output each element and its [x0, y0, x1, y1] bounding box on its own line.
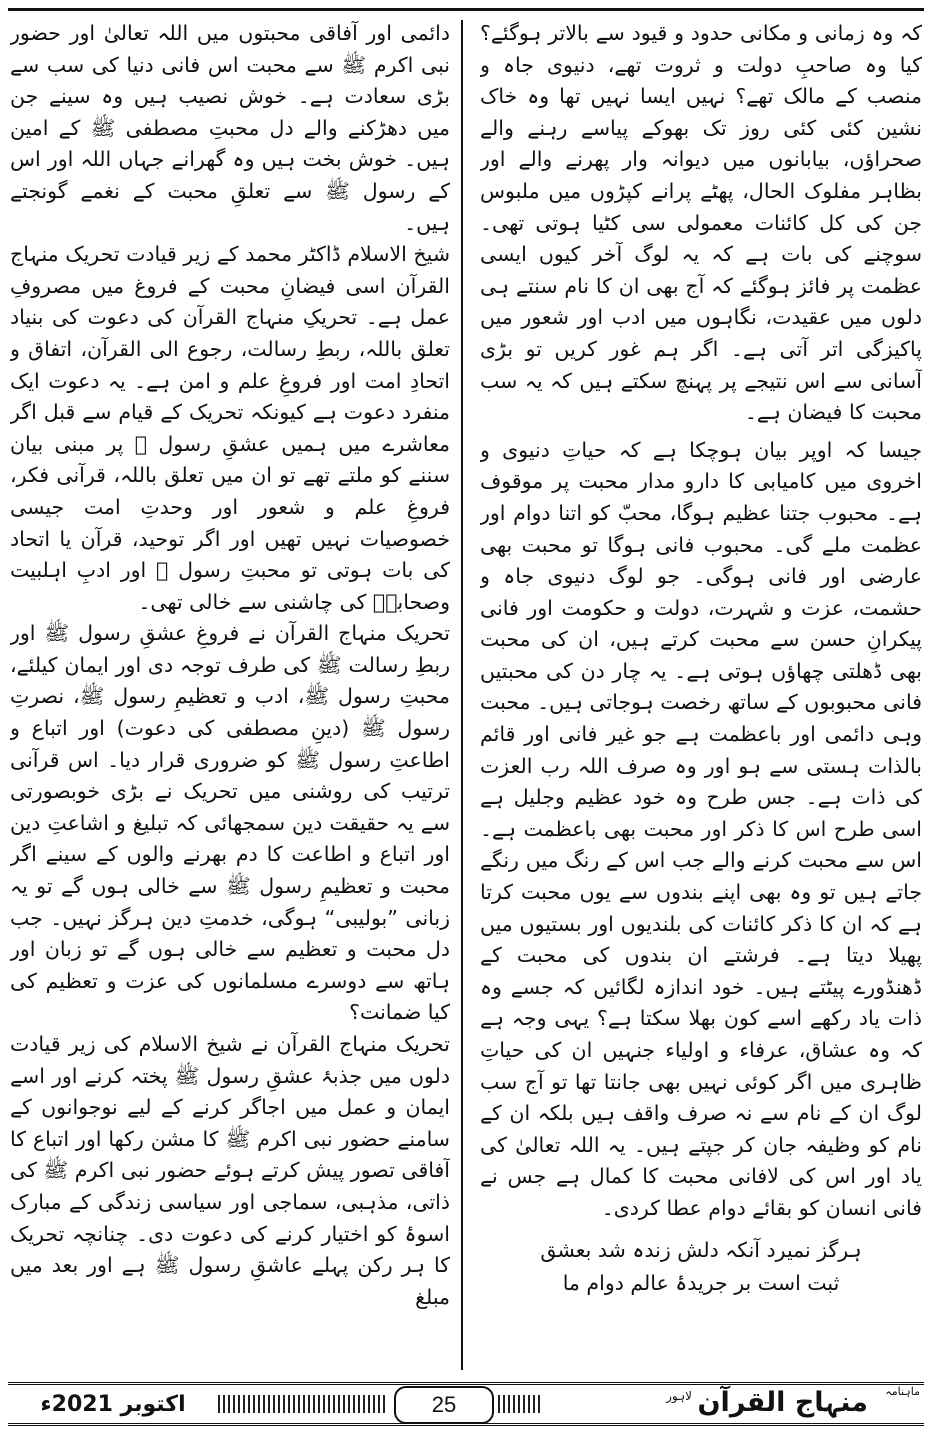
footer-hatch-right: [498, 1395, 542, 1413]
right-column: [480, 18, 922, 1378]
magazine-title: منہاج القرآن: [697, 1387, 868, 1418]
verse-line-2: ثبت است بر جریدۂ عالم دوام ما: [562, 1271, 840, 1296]
magazine-prefix: ماہنامہ: [885, 1385, 920, 1398]
magazine-logo: [548, 1385, 924, 1423]
page-footer: [8, 1382, 924, 1426]
left-paragraph-1: دائمی اور آفاقی محبتوں میں اللہ تعالیٰ اور حضور نبی اکرم ﷺ سے محبت اس فانی دنیا کی سب سے بڑی سعادت ہے۔ خوش نصیب ہیں وہ سینے جن میں دھڑکنے والے دل محبتِ مصطفی ﷺ کے امین ہیں۔ خوش بخت ہیں وہ گھرانے جہاں اللہ اور اس کے رسول ﷺ سے تعلقِ محبت کے نغمے گونجتے ہیں۔: [10, 21, 450, 235]
magazine-city: لاہور: [666, 1389, 692, 1403]
right-paragraph-2: جیسا کہ اوپر بیان ہوچکا ہے کہ حیاتِ دنیوی و اخروی میں کامیابی کا دارو مدار محبت پر موقوف ہے۔ محبوب جتنا عظیم ہوگا، محبّ کو اتنا دوام اور عظمت ملے گی۔ محبوب فانی ہوگا تو محبت بھی عارضی اور فانی ہوگی۔ جو لوگ دنیوی جاہ و حشمت، عزت و شہرت، دولت و حکومت اور فانی پیکرانِ حسن سے محبت کرتے ہیں، ان کی محبت بھی ڈھلتی چھاؤں ہوتی ہے۔ یہ چار دن کی محبتیں فانی محبوبوں کے ساتھ رخصت ہوجاتی ہیں۔ محبت وہی دائمی اور باعظمت ہے جو غیر فانی اور قائم بالذات ہستی سے ہو اور وہ صرف اللہ رب العزت کی ذات ہے۔ جس طرح وہ خود عظیم وجلیل ہے اسی طرح اس کا ذکر اور محبت بھی باعظمت ہے۔ اس سے محبت کرنے والے جب اس کے رنگ میں رنگے جاتے ہیں تو وہ بھی اپنے بندوں سے یوں محبت کرتا ہے کہ ان کا ذکر کائنات کی بلندیوں اور بستیوں میں پھیلا دیتا ہے۔ فرشتے ان بندوں کی محبت کے ڈھنڈورے پیٹتے ہیں۔ خود اندازہ لگائیں کہ جسے وہ ذات یاد رکھے اسے کون بھلا سکتا ہے؟ یہی وجہ ہے کہ وہ عشاق، عرفاء و اولیاء جنہیں ان کی حیاتِ ظاہری میں اگر کوئی نہیں بھی جانتا تھا تو آج سب لوگ ان کے نام سے نہ صرف واقف ہیں بلکہ ان کے نام کو وظیفہ جان کر جپتے ہیں۔ یہ اللہ تعالیٰ کی یاد اور اس کی لافانی محبت کا کمال ہے جس نے فانی انسان کو بقائے دوام عطا کردی۔: [480, 437, 922, 1220]
left-paragraph-4: تحریک منہاج القرآن نے شیخ الاسلام کی زیر قیادت دلوں میں جذبۂ عشقِ رسول ﷺ پختہ کرنے اور اسے ایمان و عمل میں اجاگر کرنے کے لیے نوجوانوں کے سامنے حضور نبی اکرم ﷺ کا مشن رکھا اور اتباع کا آفاقی تصور پیش کرتے ہوئے حضور نبی اکرم ﷺ کی ذاتی، مذہبی، سماجی اور سیاسی زندگی کے مبارک اسوۂ کو اختیار کرنے کی دعوت دی۔ چنانچہ تحریک کا ہر رکن پہلے عاشقِ رسول ﷺ ہے اور بعد میں مبلغ: [10, 1032, 450, 1309]
verse-line-1: ہرگز نمیرد آنکہ دلش زندہ شد بعشق: [540, 1237, 862, 1262]
page-number: 25: [394, 1386, 494, 1424]
top-rule: [8, 8, 924, 11]
right-paragraph-1: کہ وہ زمانی و مکانی حدود و قیود سے بالاتر ہوگئے؟ کیا وہ صاحبِ دولت و ثروت تھے، دنیوی جاہ و منصب کے مالک تھے؟ نہیں ایسا نہیں تھا وہ خاک نشین کئی کئی روز تک بھوکے پیاسے رہنے والے صحراؤں، بیابانوں میں دیوانہ وار پھرنے والے اور بظاہر مفلوک الحال، پھٹے پرانے کپڑوں میں ملبوس جن کی کل کائنات معمولی سی کٹیا ہوتی تھی۔ سوچنے کی بات ہے کہ یہ لوگ آخر کیوں ایسی عظمت پر فائز ہوگئے کہ آج بھی ان کا نام سنتے ہی دلوں میں عقیدت، نگاہوں میں ادب اور شعور میں پاکیزگی اتر آتی ہے۔ اگر ہم غور کریں تو بڑی آسانی سے اس نتیجے پر پہنچ سکتے ہیں کہ یہ سب محبت کا فیضان ہے۔: [480, 21, 922, 425]
issue-date: اکتوبر 2021ء: [40, 1391, 186, 1417]
column-divider: [461, 20, 463, 1370]
left-column: [10, 18, 450, 1378]
persian-verse: [480, 1235, 922, 1300]
left-paragraph-2: شیخ الاسلام ڈاکٹر محمد کے زیر قیادت تحریک منہاج القرآن اسی فیضانِ محبت کے فروغ میں مصروفِ عمل ہے۔ تحریکِ منہاج القرآن کی دعوت کی بنیاد تعلق باللہ، ربطِ رسالت، رجوع الی القرآن، اتفاق و اتحادِ امت اور فروغِ علم و امن ہے۔ یہ دعوت ایک منفرد دعوت ہے کیونکہ تحریک کے قیام سے قبل اگر معاشرے میں ہمیں عشقِ رسول ﷺ پر مبنی بیان سننے کو ملتے تھے تو ان میں تعلق باللہ، قرآنی فکر، فروغِ علم و شعور اور وحدتِ امت جیسی خصوصیات نہیں تھیں اور اگر توحید، قرآن یا اتحاد کی بات ہوتی تو محبتِ رسول ﷺ اور ادبِ اہلبیت وصحابہؓ کی چاشنی سے خالی تھی۔: [10, 242, 450, 614]
left-paragraph-3: تحریک منہاج القرآن نے فروغِ عشقِ رسول ﷺ اور ربطِ رسالت ﷺ کی طرف توجہ دی اور ایمان کیلئے، محبتِ رسول ﷺ، ادب و تعظیمِ رسول ﷺ، نصرتِ رسول ﷺ (دینِ مصطفی کی دعوت) اور اتباع و اطاعتِ رسول ﷺ کو ضروری قرار دیا۔ اس قرآنی ترتیب کی روشنی میں تحریک نے بڑی خوبصورتی سے یہ حقیقت دین سمجھائی کہ تبلیغ و اشاعتِ دین اور اتباع و اطاعت کا دم بھرنے والوں کے سینے اگر محبت و تعظیمِ رسول ﷺ سے خالی ہوں گے تو یہ زبانی ”بولیبی“ ہوگی، خدمتِ دین ہرگز نہیں۔ جب دل محبت و تعظیم سے خالی ہوں گے تو زبان اور ہاتھ سے دوسرے مسلمانوں کی عزت و تعظیم کی کیا ضمانت؟: [10, 621, 450, 1025]
footer-hatch-left: [218, 1395, 388, 1413]
